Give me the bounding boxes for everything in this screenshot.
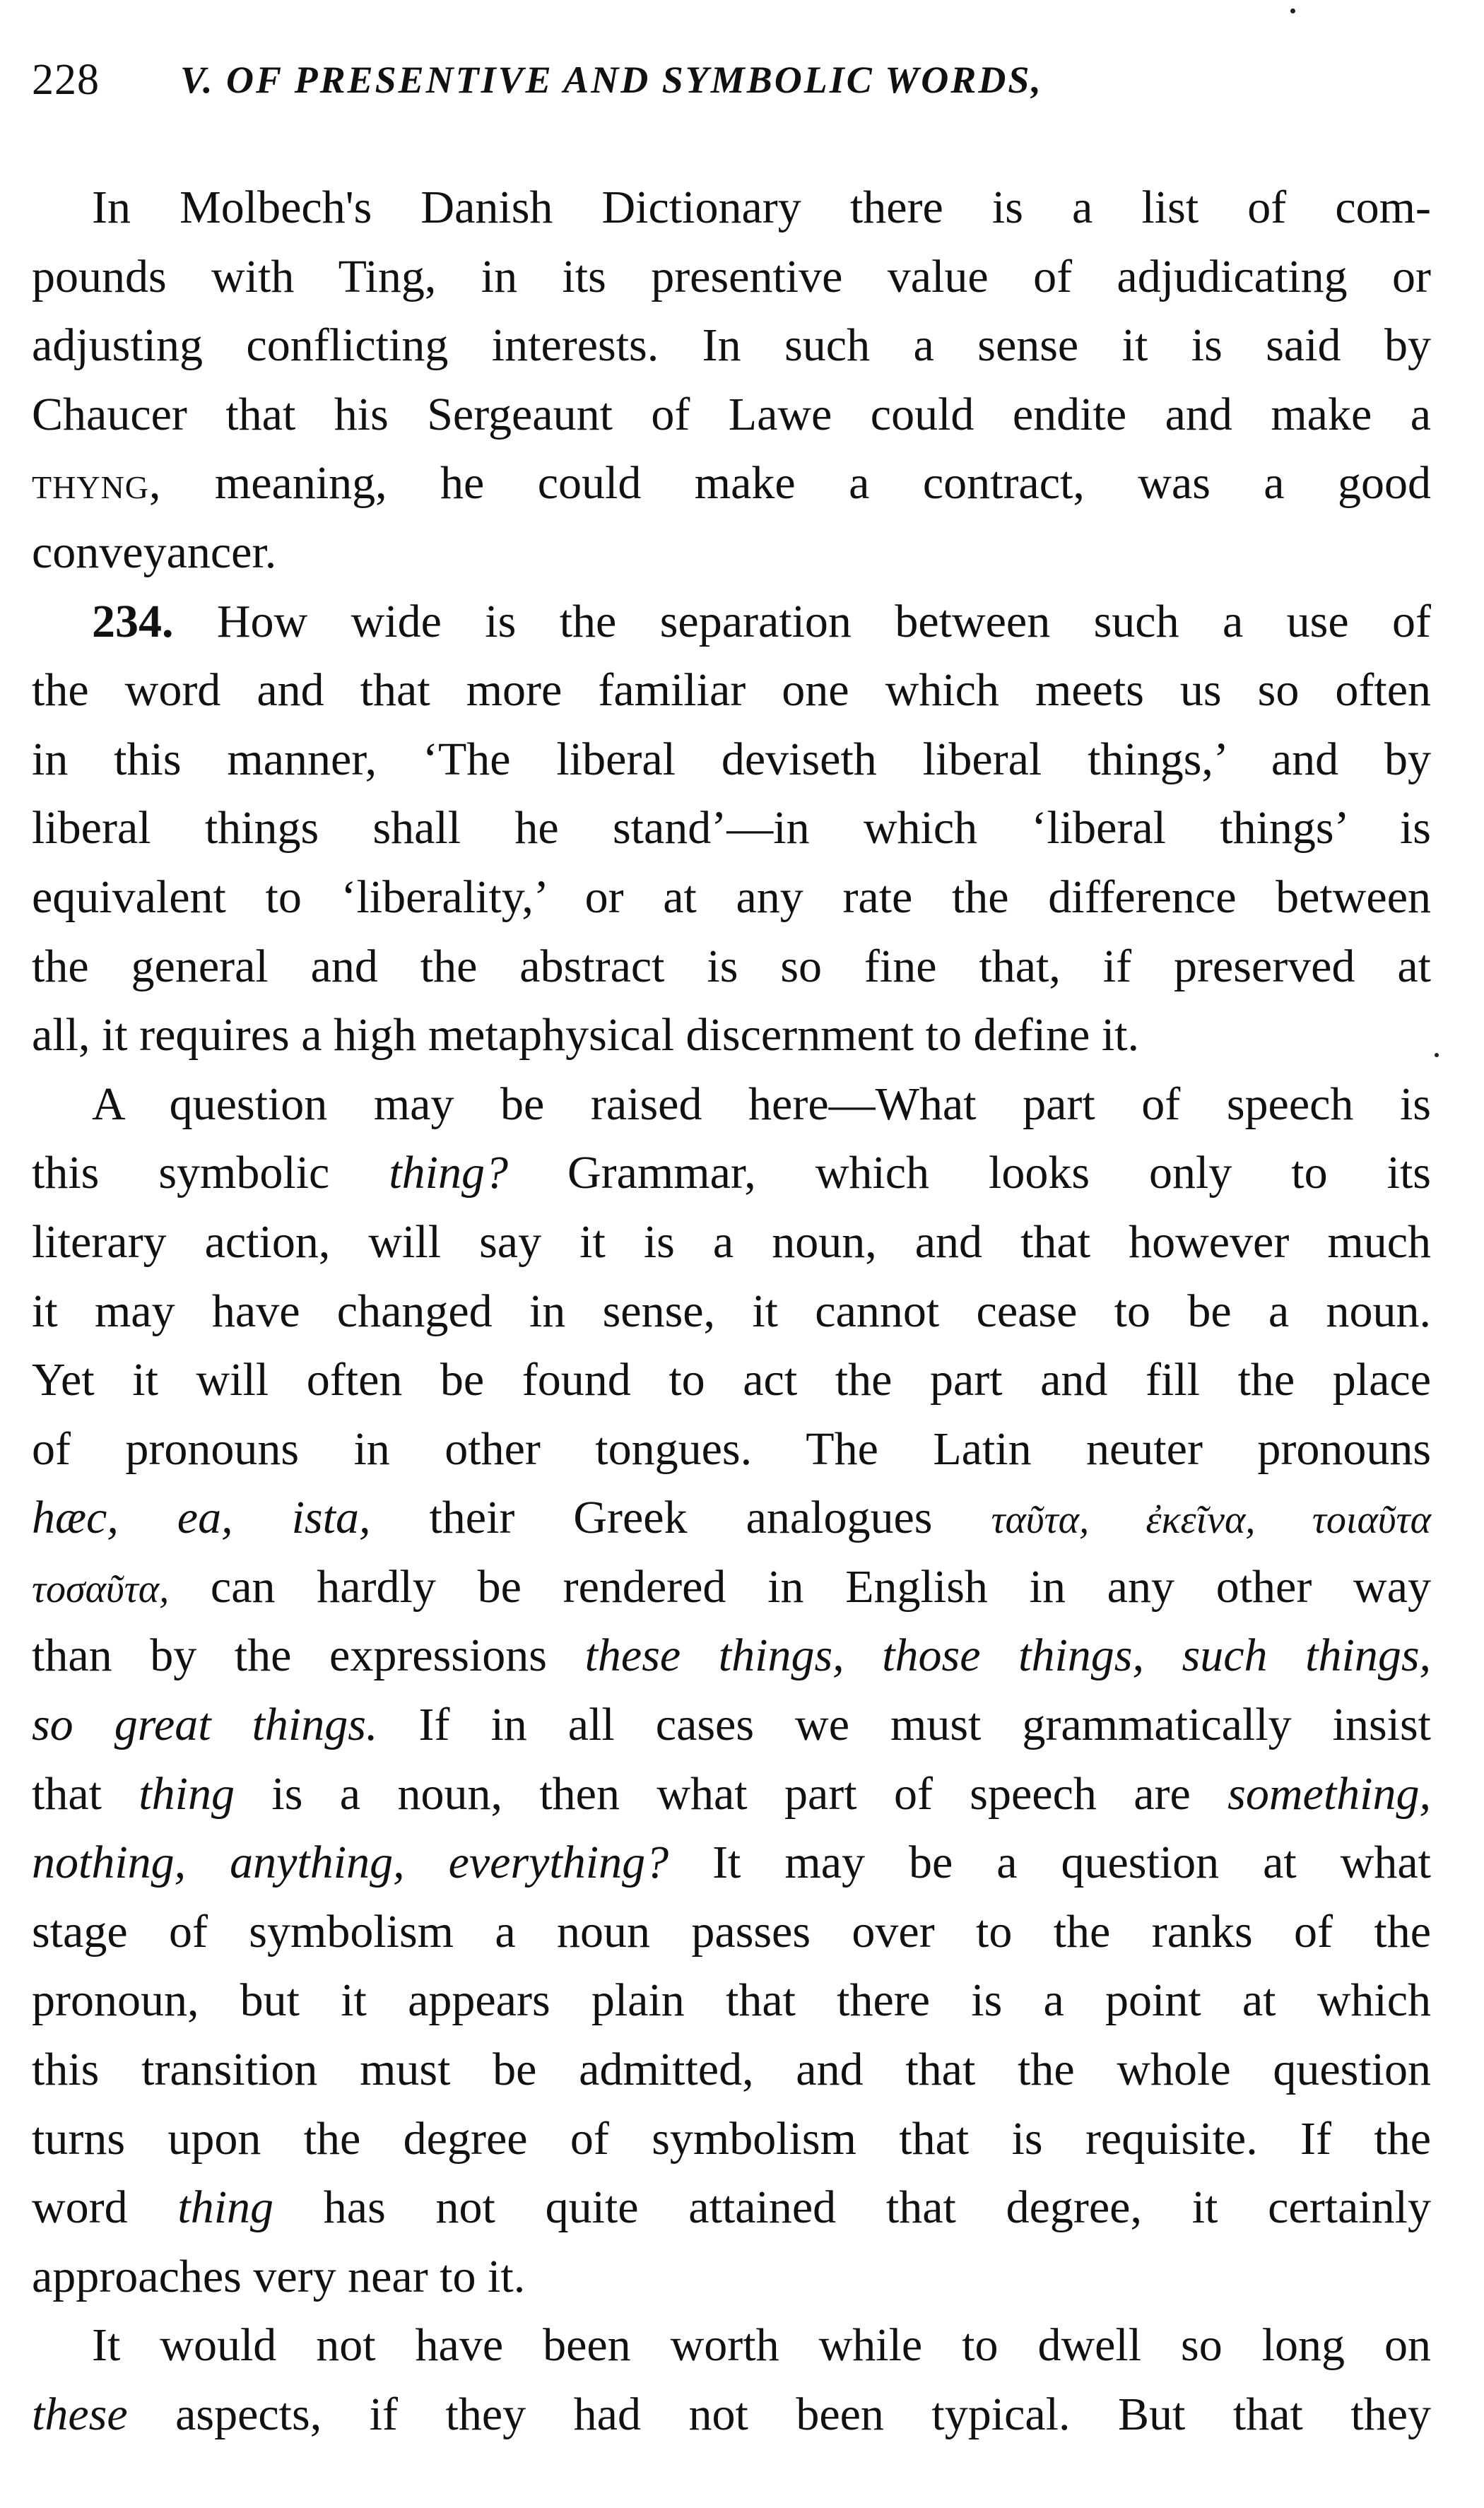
text-line <box>32 1621 1431 1690</box>
text-line: In Molbech's Danish Dictionary there is a list of com- <box>92 182 1431 233</box>
text-line: it may have changed in sense, it cannot cease to be a noun. <box>32 1285 1431 1337</box>
italic-run: these things, those things, such things, <box>584 1630 1431 1682</box>
scan-speck <box>1435 1053 1439 1057</box>
text-line: Chaucer that his Sergeaunt of Lawe could endite and make a <box>32 388 1431 440</box>
greek-run: τοσαῦτα, <box>32 1567 170 1611</box>
text-line <box>32 587 1431 657</box>
italic-run: these <box>32 2389 128 2440</box>
text-line <box>32 1690 1431 1760</box>
text-line: liberal things shall he stand’—in which ‘liberal things’ is <box>32 802 1431 854</box>
section-number: 234. <box>92 595 174 647</box>
small-caps-word: thyng, <box>32 457 162 510</box>
text-line: this transition must be admitted, and that the whole question <box>32 2044 1431 2096</box>
text-line: in this manner, ‘The liberal deviseth liberal things,’ and by <box>32 733 1431 785</box>
italic-run: nothing, anything, everything? <box>32 1837 669 1889</box>
text-line <box>32 1483 1431 1553</box>
body-text <box>32 173 1431 2449</box>
text-line: of pronouns in other tongues. The Latin neuter pronouns <box>32 1423 1431 1475</box>
text-line <box>32 2380 1431 2449</box>
greek-run: ταῦτα, ἐκεῖνα, τοιαῦτα <box>991 1498 1431 1543</box>
text-line: pounds with Ting, in its presentive value of adjudicating or <box>32 250 1431 302</box>
page-number: 228 <box>32 56 100 104</box>
text-line: literary action, will say it is a noun, and that however much <box>32 1215 1431 1268</box>
paragraph <box>32 173 1431 587</box>
text-run: their Greek analogues <box>370 1492 991 1544</box>
text-line: approaches very near to it. <box>32 2250 526 2302</box>
italic-run: thing <box>177 2182 274 2234</box>
chapter-title: V. OF PRESENTIVE AND SYMBOLIC WORDS, <box>180 59 1043 101</box>
paragraph <box>32 1070 1431 2312</box>
text-run: is a noun, then what part of speech are <box>235 1767 1228 1820</box>
text-line: the general and the abstract is so fine that, if preserved at <box>32 940 1431 992</box>
text-run: It may be a question at what <box>669 1837 1431 1889</box>
text-line <box>32 2173 1431 2242</box>
running-head <box>32 55 1431 126</box>
text-line <box>32 1828 1431 1897</box>
italic-run: hæc, ea, ista, <box>32 1492 371 1544</box>
text-line: It would not have been worth while to dwell so long on <box>92 2319 1431 2372</box>
text-line: all, it requires a high metaphysical discernment to define it. <box>32 1009 1140 1061</box>
text-run: than by the expressions <box>32 1630 585 1682</box>
paragraph <box>32 587 1431 1070</box>
text-line <box>32 449 1431 518</box>
text-line: adjusting conflicting interests. In such a sense it is said by <box>32 319 1431 372</box>
text-run: can hardly be rendered in English in any other way <box>169 1560 1431 1613</box>
italic-run: thing? <box>389 1147 508 1199</box>
paragraph <box>32 2311 1431 2449</box>
text-run: If in all cases we must grammatically insist <box>377 1699 1431 1751</box>
italic-run: thing <box>139 1767 235 1820</box>
text-run: aspects, if they had not been typical. But that they <box>127 2389 1431 2440</box>
text-run: has not quite attained that degree, it certainly <box>273 2182 1431 2234</box>
text-run: How wide is the separation between such a use of <box>173 595 1431 647</box>
text-line: conveyancer. <box>32 526 277 578</box>
italic-run: something, <box>1227 1767 1431 1820</box>
text-run: Grammar, which looks only to its <box>508 1147 1431 1199</box>
text-line: A question may be raised here—What part of speech is <box>92 1078 1431 1130</box>
text-line: Yet it will often be found to act the part and fill the place <box>32 1354 1431 1406</box>
text-line: stage of symbolism a noun passes over to the ranks of the <box>32 1905 1431 1957</box>
text-line: the word and that more familiar one which meets us so often <box>32 664 1431 717</box>
text-line: pronoun, but it appears plain that there is a point at which <box>32 1974 1431 2027</box>
text-line <box>32 1553 1431 1622</box>
text-run: this symbolic <box>32 1147 389 1199</box>
italic-run: so great things. <box>32 1699 378 1751</box>
text-line: equivalent to ‘liberality,’ or at any rate the difference between <box>32 871 1431 923</box>
text-run: that <box>32 1767 139 1820</box>
text-run: word <box>32 2182 178 2234</box>
text-run: meaning, he could make a contract, was a good <box>161 457 1431 510</box>
text-line <box>32 1760 1431 1829</box>
text-line <box>32 1138 1431 1208</box>
text-line: turns upon the degree of symbolism that is requisite. If the <box>32 2112 1431 2165</box>
scan-speck <box>1290 8 1295 13</box>
